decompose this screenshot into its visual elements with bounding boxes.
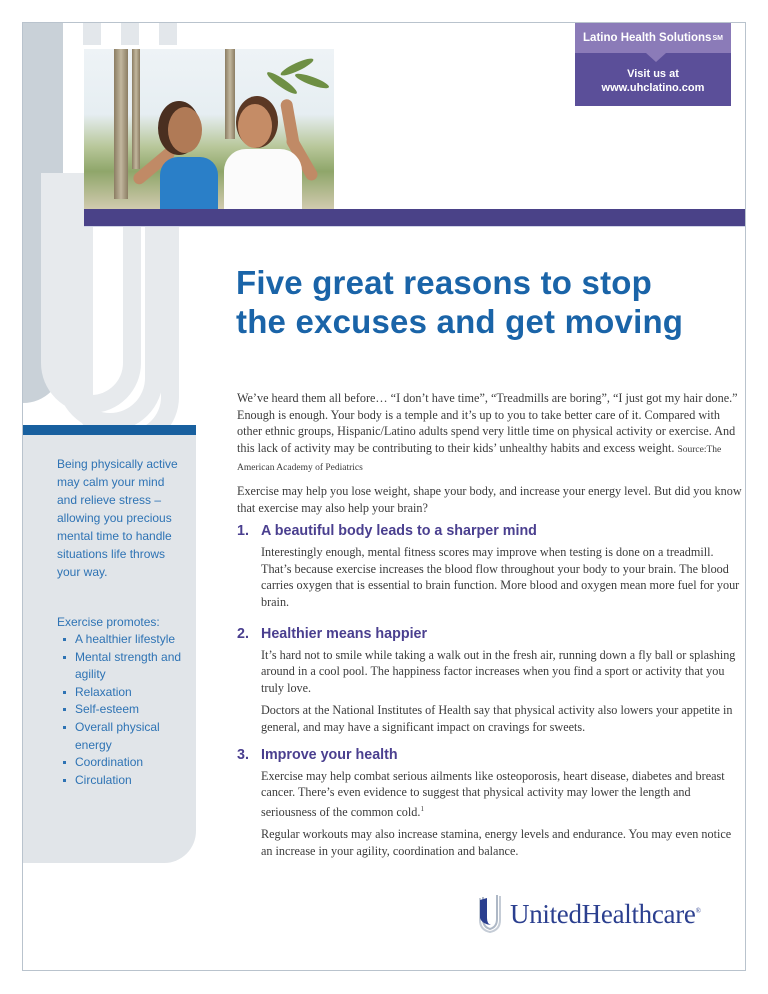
person-head [168, 107, 202, 153]
benefit-item: Relaxation [63, 684, 193, 702]
logo-text: UnitedHealthcare [510, 898, 696, 929]
person-body [160, 157, 218, 212]
section-heading-1 [237, 522, 742, 540]
palm-tree [132, 49, 140, 169]
section-text: Exercise may help combat serious ailments like osteoporosis, heart disease, diabetes and breast cancer. There’s even evidence to suggest that physical activity may lower the length and seriousness of the common cold. [261, 768, 725, 819]
person-body [224, 149, 302, 212]
palm-tree [225, 49, 235, 139]
registered-mark: ® [695, 906, 701, 915]
palm-leaf [294, 71, 331, 91]
section-paragraph: Interestingly enough, mental fitness scores may improve when testing is done on a treadmill. That’s because exercise increases the blood flow throughout your body to your brain. The blood carries oxygen that is essential to brain function. More blood and oxygen mean more fuel for your brain. [261, 545, 740, 609]
section-heading-2 [237, 625, 742, 643]
hero-photo [84, 49, 334, 212]
uhc-shield-icon [478, 894, 502, 934]
sidebar-accent-bar [23, 425, 196, 435]
footnote-marker: 1 [420, 804, 424, 813]
benefit-item: Coordination [63, 754, 193, 772]
sidebar-list-title: Exercise promotes: [57, 615, 160, 629]
section-paragraph: Doctors at the National Institutes of Health say that physical activity also lowers your appetite in general, and may have a significant impact on cravings for sweets. [261, 703, 733, 734]
sidebar-quote: Being physically active may calm your mind and relieve stress – allowing you precious mental time to handle situations life throws your way. [57, 457, 178, 579]
intro-paragraph-2: Exercise may help you lose weight, shape your body, and increase your energy level. But did you know that exercise may also help your brain? [237, 483, 742, 515]
section-title: Improve your health [261, 746, 398, 763]
badge-notch-arrow [646, 53, 666, 62]
intro-text: We’ve heard them all before… “I don’t have time”, “Treadmills are boring”, “I just got my hair done.” Enough is enough. Your body is a temple and it’s up to you to take better care of it. Compared with other ethnic groups, Hispanic/Latino adults spend very little time on physical activity or exercise. And this lack of activity may be contributing to their kids’ unhealthy habits and excess weight. [237, 391, 738, 455]
benefit-item: A healthier lifestyle [63, 631, 193, 649]
program-name: Latino Health Solutions [583, 32, 712, 44]
flyer-page [22, 22, 746, 971]
palm-tree [114, 49, 128, 199]
person-head [238, 104, 272, 148]
section-title: A beautiful body leads to a sharper mind [261, 523, 537, 540]
benefit-item: Circulation [63, 772, 193, 790]
section-paragraph: It’s hard not to smile while taking a walk out in the fresh air, running down a fly ball or splashing around in a cool pool. The happiness factor increases when you find a sport or activity that you truly love. [261, 647, 736, 695]
visit-label: Visit us at [627, 68, 679, 80]
sidebar [23, 435, 196, 863]
website-link[interactable]: www.uhclatino.com [601, 82, 705, 94]
badge-visit [575, 53, 731, 106]
source-citation: Source:The American Academy of Pediatrics [237, 444, 722, 474]
section-body-2 [237, 647, 742, 736]
section-body-1 [237, 544, 742, 610]
section-paragraph: Regular workouts may also increase stamina, energy levels and endurance. You may even notice an increase in your agility, coordination and balance. [261, 827, 732, 858]
decorative-top-bar [83, 23, 101, 45]
title-line-1: Five great reasons to stop [236, 264, 652, 301]
page-title [236, 263, 736, 341]
service-mark: SM [712, 34, 723, 42]
logo-wordmark [510, 899, 701, 930]
section-title: Healthier means happier [261, 625, 428, 642]
decorative-top-bar [159, 23, 177, 45]
benefits-list [63, 631, 193, 789]
section-heading-3 [237, 746, 742, 764]
section-number: 2. [237, 625, 249, 642]
badge-program-title [575, 23, 731, 53]
main-content [237, 390, 742, 866]
section-number: 3. [237, 746, 249, 763]
section-body-3 [237, 768, 742, 860]
latino-health-solutions-badge[interactable] [575, 23, 731, 106]
intro-paragraph [237, 390, 742, 477]
section-paragraph [261, 768, 742, 821]
unitedhealthcare-logo [478, 889, 718, 939]
benefit-item: Mental strength and agility [63, 649, 193, 684]
title-line-2: the excuses and get moving [236, 303, 684, 340]
benefit-item: Self-esteem [63, 701, 193, 719]
decorative-top-bar [121, 23, 139, 45]
benefit-item: Overall physical energy [63, 719, 193, 754]
section-number: 1. [237, 523, 249, 540]
purple-header-band [84, 209, 746, 227]
